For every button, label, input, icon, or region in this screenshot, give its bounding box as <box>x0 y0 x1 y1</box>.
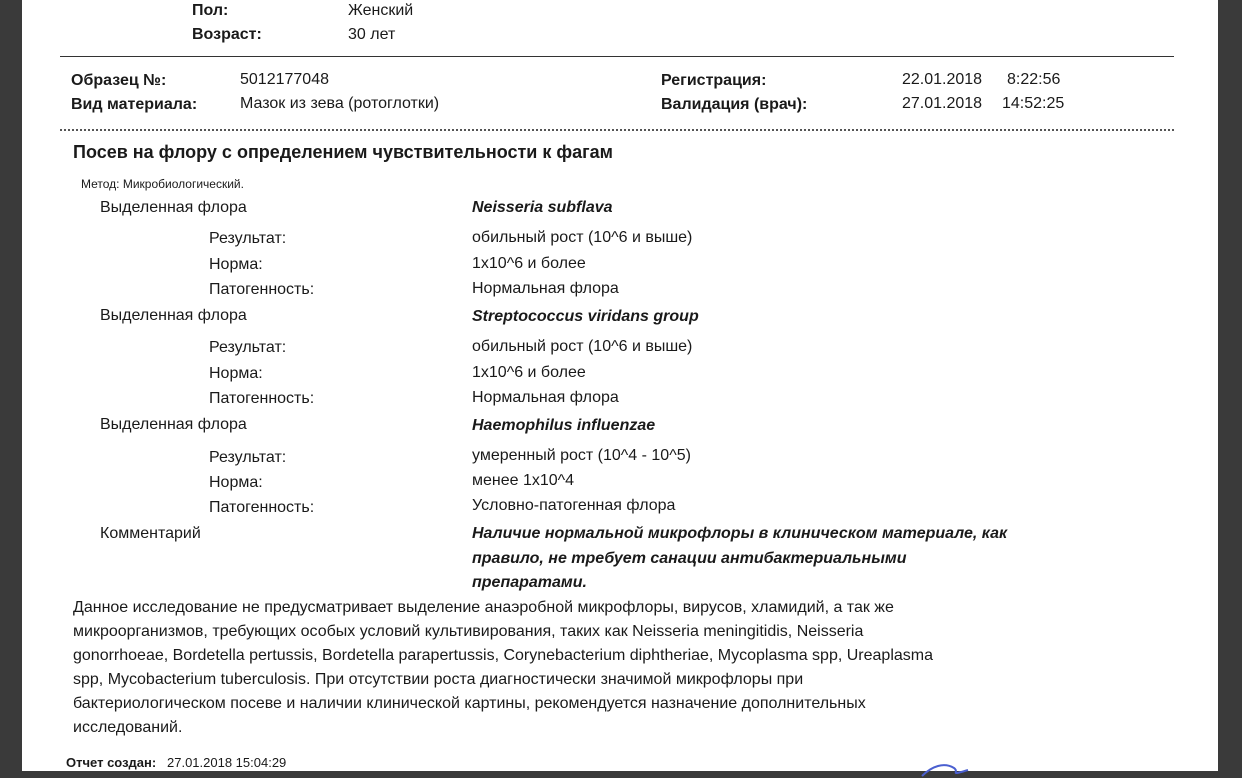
registration-time: 8:22:56 <box>1007 71 1061 88</box>
disclaimer-line: spp, Mycobacterium tuberculosis. При отсутствии роста диагностически значимой микрофлоры при <box>73 671 804 688</box>
norm-value: 1x10^6 и более <box>472 364 586 381</box>
pathogenicity-value: Условно-патогенная флора <box>472 497 676 514</box>
disclaimer-line: микроорганизмов, требующих особых условий культивирования, таких как Neisseria meningitidis, Neisseria <box>73 623 864 640</box>
result-value: умеренный рост (10^4 - 10^5) <box>472 447 691 464</box>
result-value: обильный рост (10^6 и выше) <box>472 338 693 355</box>
comment-label: Комментарий <box>100 525 201 542</box>
disclaimer-line: исследований. <box>73 719 183 736</box>
dotted-divider <box>60 129 1174 131</box>
validation-label: Валидация (врач): <box>661 96 808 113</box>
disclaimer-line: Данное исследование не предусматривает выделение анаэробной микрофлоры, вирусов, хламидий, а так же <box>73 599 894 616</box>
result-value: обильный рост (10^6 и выше) <box>472 229 693 246</box>
pathogenicity-label: Патогенность: <box>209 499 315 516</box>
sample-number-label: Образец №: <box>71 72 167 89</box>
material-value: Мазок из зева (ротоглотки) <box>240 95 440 112</box>
registration-label: Регистрация: <box>661 72 767 89</box>
signature-icon <box>918 758 988 778</box>
norm-label: Норма: <box>209 256 263 273</box>
comment-text <box>472 522 1082 596</box>
sample-number-value: 5012177048 <box>240 71 329 88</box>
report-created-label: Отчет создан: <box>66 755 157 770</box>
test-title: Посев на флору с определением чувствительности к фагам <box>73 142 613 162</box>
disclaimer-line: бактериологическом посеве и наличии клинической картины, рекомендуется назначение дополнительных <box>73 695 866 712</box>
pathogenicity-label: Патогенность: <box>209 281 315 298</box>
disclaimer-paragraph <box>73 596 1073 740</box>
norm-value: менее 1x10^4 <box>472 472 575 489</box>
test-method: Метод: Микробиологический. <box>81 177 244 191</box>
flora-label: Выделенная флора <box>100 199 247 216</box>
validation-time: 14:52:25 <box>1002 95 1065 112</box>
flora-name: Haemophilus influenzae <box>472 417 656 434</box>
disclaimer-line: gonorrhoeae, Bordetella pertussis, Bordetella parapertussis, Corynebacterium diphtheriae, Mycoplasma spp, Ureaplasma <box>73 647 933 664</box>
norm-label: Норма: <box>209 365 263 382</box>
comment-line: препаратами. <box>472 574 587 591</box>
pathogenicity-value: Нормальная флора <box>472 389 619 406</box>
report-page <box>22 0 1218 771</box>
result-label: Результат: <box>209 449 287 466</box>
pathogenicity-value: Нормальная флора <box>472 280 619 297</box>
sex-label: Пол: <box>192 2 229 19</box>
divider-line <box>60 56 1174 57</box>
flora-label: Выделенная флора <box>100 307 247 324</box>
age-value: 30 лет <box>348 26 396 43</box>
flora-name: Streptococcus viridans group <box>472 308 699 325</box>
result-label: Результат: <box>209 230 287 247</box>
pathogenicity-label: Патогенность: <box>209 390 315 407</box>
norm-label: Норма: <box>209 474 263 491</box>
flora-label: Выделенная флора <box>100 416 247 433</box>
norm-value: 1x10^6 и более <box>472 255 586 272</box>
comment-line: Наличие нормальной микрофлоры в клиническом материале, как <box>472 525 1008 542</box>
flora-name: Neisseria subflava <box>472 199 613 216</box>
material-label: Вид материала: <box>71 96 198 113</box>
comment-line: правило, не требует санации антибактериальными <box>472 549 907 567</box>
age-label: Возраст: <box>192 26 262 43</box>
validation-date: 27.01.2018 <box>902 95 983 112</box>
registration-date: 22.01.2018 <box>902 71 983 88</box>
report-created-value: 27.01.2018 15:04:29 <box>167 755 287 770</box>
sex-value: Женский <box>348 2 414 19</box>
result-label: Результат: <box>209 339 287 356</box>
